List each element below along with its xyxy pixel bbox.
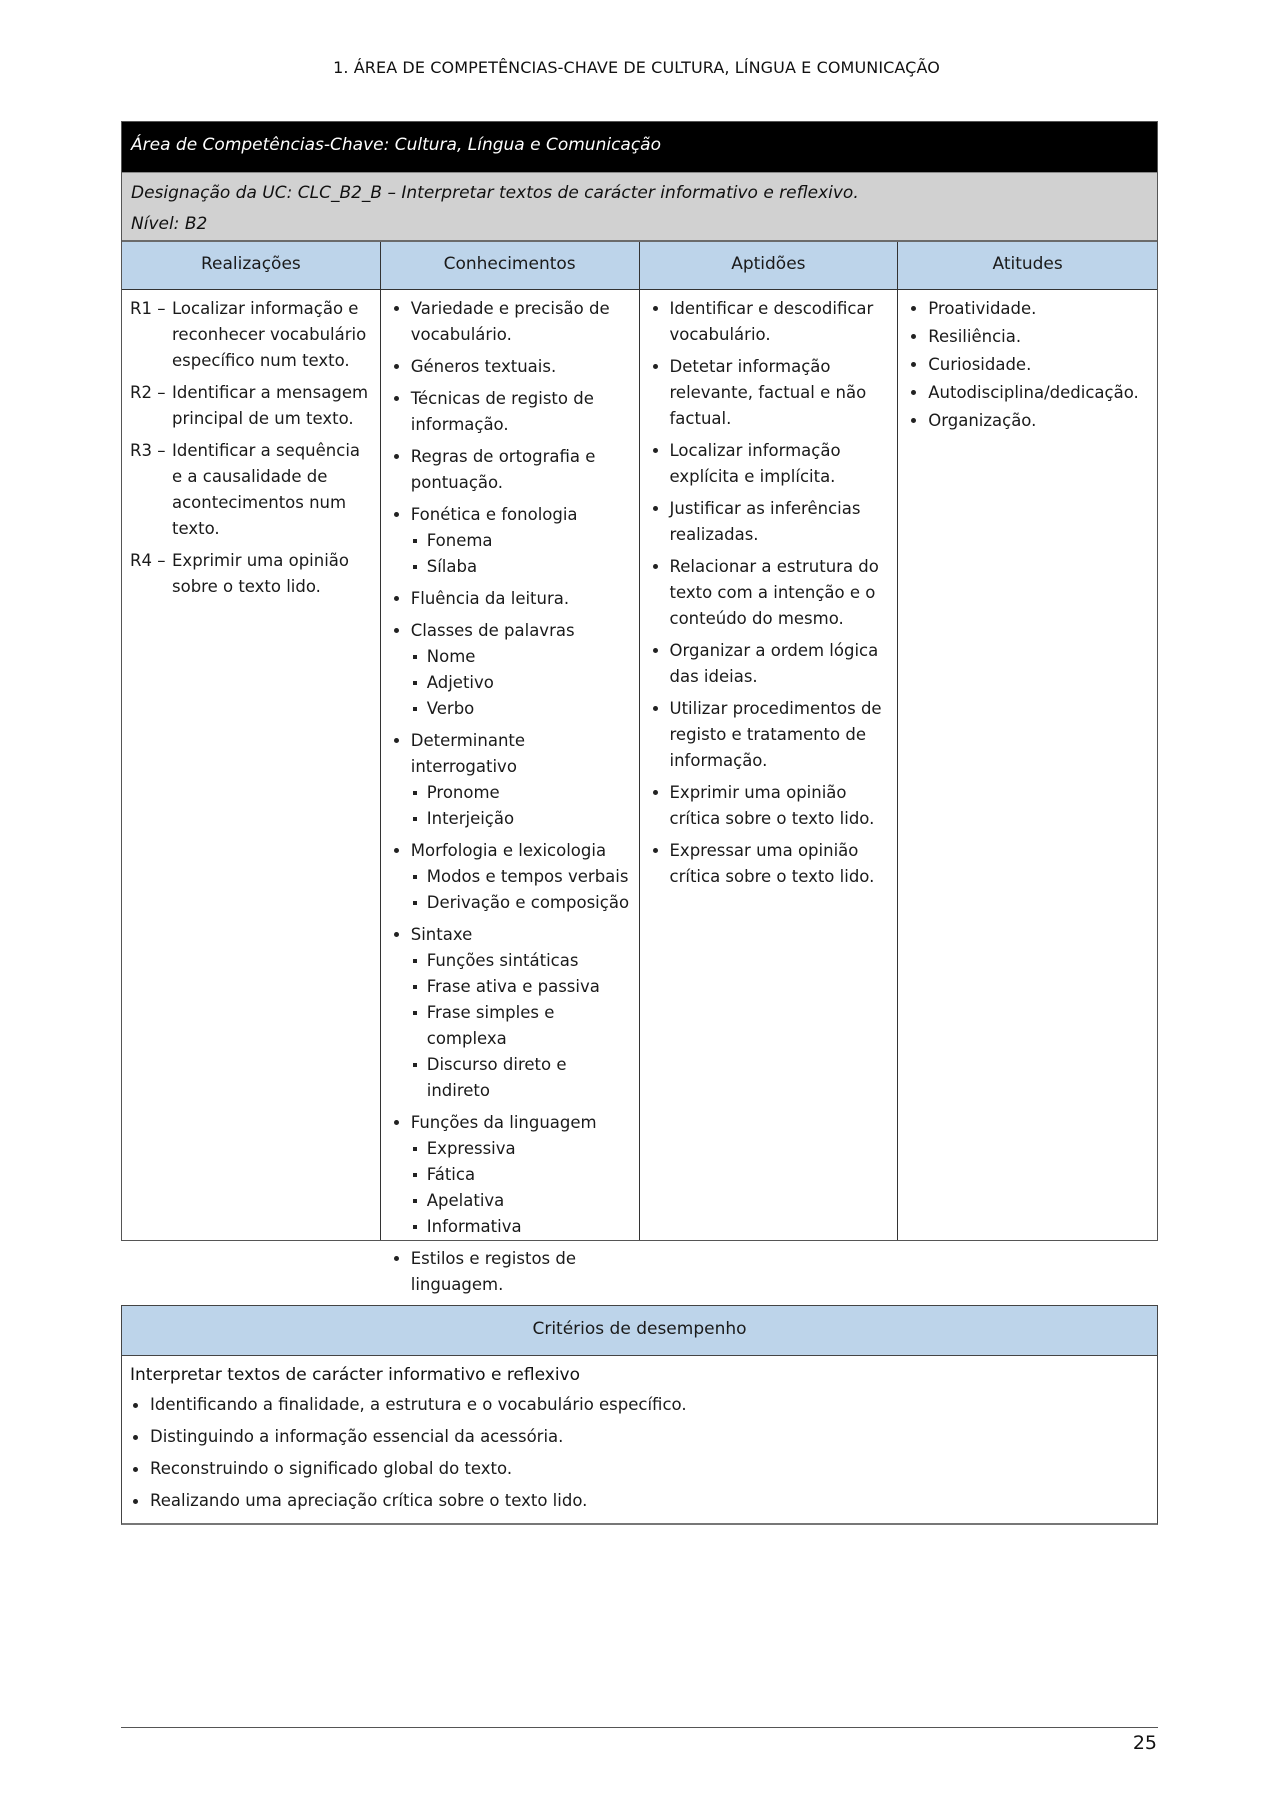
realizacao-text: Identificar a sequência e a causalidade de acontecimentos num texto. bbox=[172, 441, 361, 538]
conhecimento-subitem: Adjetivo bbox=[411, 670, 633, 696]
realizacoes-column bbox=[122, 290, 381, 1240]
column-header-conhecimentos: Conhecimentos bbox=[381, 242, 640, 289]
atitude-item: Autodisciplina/dedicação. bbox=[906, 380, 1151, 406]
atitude-item: Proatividade. bbox=[906, 296, 1151, 322]
conhecimento-item bbox=[389, 296, 633, 348]
criterios-header: Critérios de desempenho bbox=[122, 1306, 1157, 1356]
columns-body bbox=[122, 290, 1157, 1294]
area-row: Área de Competências-Chave: Cultura, Língua e Comunicação bbox=[122, 122, 1157, 172]
conhecimento-text: Fluência da leitura. bbox=[410, 589, 570, 608]
conhecimento-text: Variedade e precisão de vocabulário. bbox=[410, 299, 610, 344]
conhecimento-subitem: Modos e tempos verbais bbox=[411, 864, 633, 890]
conhecimento-item bbox=[389, 1246, 633, 1298]
conhecimento-subitem: Derivação e composição bbox=[411, 890, 633, 916]
conhecimento-item bbox=[389, 838, 633, 916]
column-headers bbox=[122, 242, 1157, 290]
conhecimentos-list bbox=[389, 296, 633, 1298]
criterios-title: Interpretar textos de carácter informativo e reflexivo bbox=[130, 1365, 581, 1385]
conhecimento-subitem: Frase simples e complexa bbox=[411, 1000, 633, 1052]
conhecimentos-column bbox=[381, 290, 640, 1294]
conhecimento-item bbox=[389, 728, 633, 832]
conhecimento-text: Determinante interrogativo bbox=[410, 731, 526, 776]
conhecimento-text: Estilos e registos de linguagem. bbox=[410, 1249, 576, 1294]
conhecimento-item bbox=[389, 922, 633, 1104]
aptidao-item: Justificar as inferências realizadas. bbox=[648, 496, 892, 548]
conhecimento-subitem: Nome bbox=[411, 644, 633, 670]
conhecimento-text: Fonética e fonologia bbox=[410, 505, 578, 524]
aptidoes-list bbox=[648, 296, 892, 890]
conhecimento-subitem: Sílaba bbox=[411, 554, 633, 580]
aptidao-item: Utilizar procedimentos de registo e tratamento de informação. bbox=[648, 696, 892, 774]
conhecimento-text: Classes de palavras bbox=[410, 621, 575, 640]
conhecimento-item bbox=[389, 354, 633, 380]
aptidao-item: Organizar a ordem lógica das ideias. bbox=[648, 638, 892, 690]
conhecimento-subitem: Expressiva bbox=[411, 1136, 633, 1162]
atitudes-list bbox=[906, 296, 1151, 434]
conhecimento-subitem: Pronome bbox=[411, 780, 633, 806]
page-number: 25 bbox=[1132, 1732, 1157, 1754]
criterio-item: Identificando a finalidade, a estrutura e o vocabulário específico. bbox=[130, 1389, 1149, 1421]
criterio-item: Reconstruindo o significado global do texto. bbox=[130, 1453, 1149, 1485]
atitude-item: Organização. bbox=[906, 408, 1151, 434]
column-header-aptidoes: Aptidões bbox=[640, 242, 899, 289]
realizacao-item bbox=[130, 380, 374, 432]
conhecimento-sublist bbox=[411, 948, 633, 1104]
conhecimento-text: Funções da linguagem bbox=[410, 1113, 597, 1132]
conhecimento-sublist bbox=[411, 1136, 633, 1240]
conhecimento-item bbox=[389, 618, 633, 722]
realizacao-item bbox=[130, 438, 374, 542]
conhecimento-subitem: Discurso direto e indireto bbox=[411, 1052, 633, 1104]
criterios-body bbox=[122, 1356, 1157, 1523]
conhecimento-text: Géneros textuais. bbox=[410, 357, 557, 376]
criterio-item: Distinguindo a informação essencial da acessória. bbox=[130, 1421, 1149, 1453]
realizacao-text: Identificar a mensagem principal de um texto. bbox=[172, 383, 369, 428]
designacao-text: Designação da UC: CLC_B2_B – Interpretar textos de carácter informativo e reflexivo. bbox=[131, 183, 859, 203]
conhecimento-text: Morfologia e lexicologia bbox=[410, 841, 607, 860]
realizacao-code: R2 – bbox=[130, 383, 166, 402]
aptidao-item: Exprimir uma opinião crítica sobre o texto lido. bbox=[648, 780, 892, 832]
column-header-realizacoes: Realizações bbox=[122, 242, 381, 289]
aptidoes-column bbox=[640, 290, 899, 1240]
criterios-list bbox=[130, 1389, 1149, 1517]
column-header-atitudes: Atitudes bbox=[992, 254, 1063, 274]
aptidao-item: Identificar e descodificar vocabulário. bbox=[648, 296, 892, 348]
page-header: 1. ÁREA DE COMPETÊNCIAS-CHAVE DE CULTURA, LÍNGUA E COMUNICAÇÃO bbox=[333, 58, 940, 77]
realizacao-code: R4 – bbox=[130, 551, 166, 570]
conhecimento-sublist bbox=[411, 528, 633, 580]
aptidao-item: Detetar informação relevante, factual e não factual. bbox=[648, 354, 892, 432]
conhecimento-subitem: Apelativa bbox=[411, 1188, 633, 1214]
nivel-text: Nível: B2 bbox=[131, 214, 208, 234]
conhecimento-item bbox=[389, 386, 633, 438]
conhecimento-subitem: Frase ativa e passiva bbox=[411, 974, 633, 1000]
aptidao-item: Expressar uma opinião crítica sobre o texto lido. bbox=[648, 838, 892, 890]
realizacao-item bbox=[130, 548, 374, 600]
realizacao-item bbox=[130, 296, 374, 374]
atitude-item: Curiosidade. bbox=[906, 352, 1151, 378]
conhecimento-subitem: Informativa bbox=[411, 1214, 633, 1240]
realizacao-code: R3 – bbox=[130, 441, 166, 460]
conhecimento-subitem: Verbo bbox=[411, 696, 633, 722]
realizacao-text: Exprimir uma opinião sobre o texto lido. bbox=[172, 551, 350, 596]
conhecimento-item bbox=[389, 502, 633, 580]
uc-info-row bbox=[122, 172, 1157, 242]
conhecimento-subitem: Fonema bbox=[411, 528, 633, 554]
conhecimento-text: Sintaxe bbox=[410, 925, 473, 944]
realizacao-text: Localizar informação e reconhecer vocabulário específico num texto. bbox=[172, 299, 367, 370]
conhecimento-sublist bbox=[411, 644, 633, 722]
conhecimento-item bbox=[389, 586, 633, 612]
uc-table bbox=[121, 121, 1158, 1294]
aptidao-item: Relacionar a estrutura do texto com a intenção e o conteúdo do mesmo. bbox=[648, 554, 892, 632]
conhecimento-subitem: Interjeição bbox=[411, 806, 633, 832]
criterios-table bbox=[121, 1305, 1158, 1525]
conhecimento-sublist bbox=[411, 864, 633, 916]
conhecimento-subitem: Fática bbox=[411, 1162, 633, 1188]
conhecimento-item bbox=[389, 444, 633, 496]
criterio-item: Realizando uma apreciação crítica sobre o texto lido. bbox=[130, 1485, 1149, 1517]
aptidao-item: Localizar informação explícita e implícita. bbox=[648, 438, 892, 490]
conhecimento-text: Técnicas de registo de informação. bbox=[410, 389, 594, 434]
atitude-item: Resiliência. bbox=[906, 324, 1151, 350]
conhecimento-subitem: Funções sintáticas bbox=[411, 948, 633, 974]
conhecimento-sublist bbox=[411, 780, 633, 832]
atitudes-column bbox=[898, 290, 1157, 1240]
realizacao-code: R1 – bbox=[130, 299, 166, 318]
conhecimento-text: Regras de ortografia e pontuação. bbox=[410, 447, 596, 492]
conhecimento-item bbox=[389, 1110, 633, 1240]
footer-divider bbox=[121, 1727, 1158, 1728]
